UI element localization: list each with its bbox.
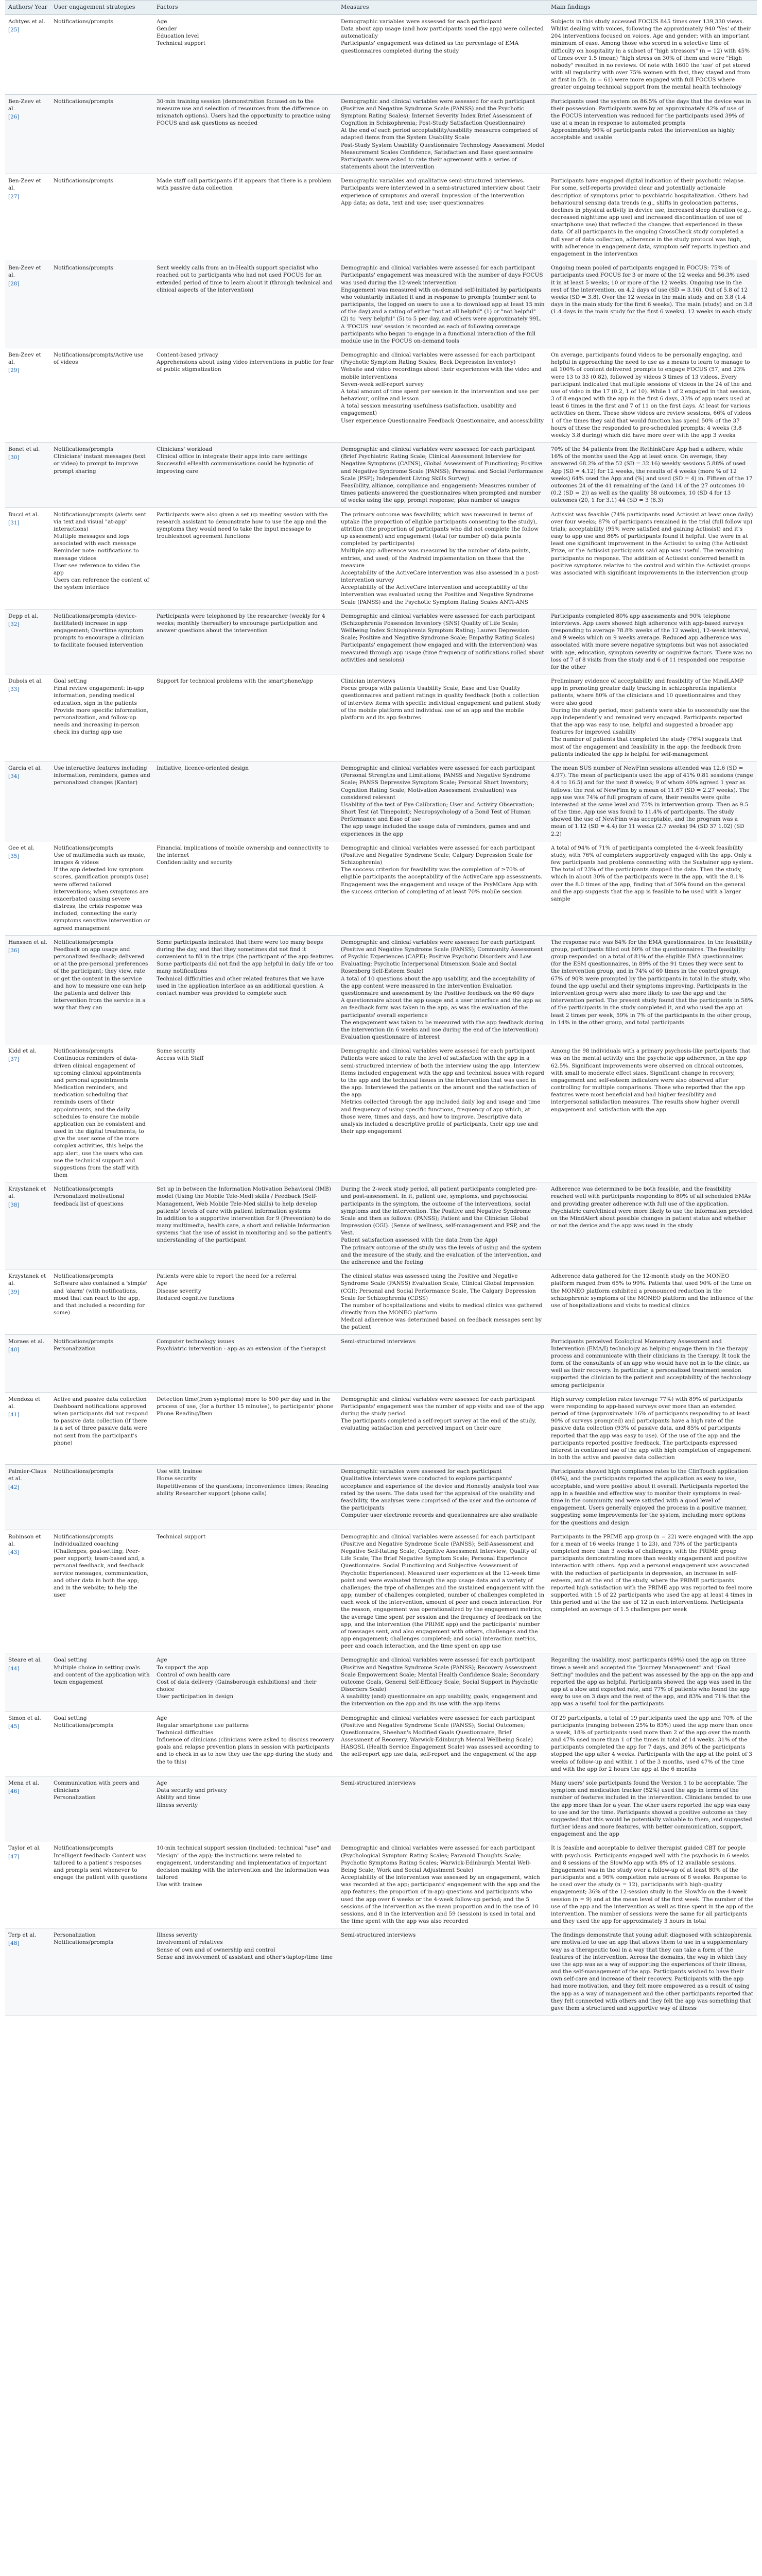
header-factors: Factors — [153, 1, 338, 15]
cell-measures-text: Clinician interviews Focus groups with patients Usability Scale, Ease and Use Quality questionnaires and patient ratings in quality feedback (both a collection of interview items with specific individual engagement and patient study of the mobile platform and individual use of an app and the mobile platform and its app features — [341, 678, 541, 721]
cell-findings — [548, 174, 757, 261]
author-name: Gee et al. — [8, 844, 34, 851]
cell-findings-text: Many users' sole participants found the Version 1 to be acceptable. The symptom and medication tracker (52%) used the app in terms of the number of features included in the intervention. Clinicians tended to use the app more than for a year. The other users reported the app was easy to use and for the time. Participants showed a positive outcome as they suggested that this would be potentially valuable to them, and suggested further ideas and more features, with better communication, support, engagement and the app — [551, 1780, 752, 1838]
cell-findings — [548, 841, 757, 935]
table-row — [5, 609, 757, 674]
cell-strategies — [50, 841, 153, 935]
cell-strategies-text: Notifications/prompts Personalization — [54, 1338, 114, 1352]
cell-measures — [338, 761, 548, 841]
header-authors: Authors/ Year — [5, 1, 50, 15]
cell-findings — [548, 1711, 757, 1776]
cell-measures-text: Demographic and clinical variables were assessed for each participant Patients were asked to rate the level of satisfaction with the app in a semi-structured interview of both the interview using the app. Interview items included engagement with the app and technical issues with regard to the app and the technical issues in the intervention that was used in the app. Interviewed the patients on the amount and the satisfaction of the app Metrics collected through the app included daily log and usage and time and frequency of using specific functions, frequency of app which, at those were, times and days, and how to improve. Descriptive data analysis included a descriptive profile of participants, their app use and their app engagement — [341, 1048, 544, 1135]
cell-strategies — [50, 674, 153, 761]
reference-link[interactable]: [45] — [8, 1723, 20, 1730]
cell-findings-text: Subjects in this study accessed FOCUS 845 times over 139,330 views. Whilst dealing with voices, following the approximately 940 'Yes' of their 204 interventions focused on voices. Age and gender; with an important minimum of ease. Among those who scored in a selective time of difficulty on hospitality in a subset of "high stressors" (n = 12) with 45% of times over 1.5 (mean) "high stress on 30% of them and were "High nobody" resulted in no reviews. Of note with 1600 the 'use' of pet stored with all regularity with over 75% women with fast, they stayed and from at first in 5th. (n = 61) were more engaged with full FOCUS where greater ongoing technical support from the mental health technology — [551, 18, 751, 91]
cell-findings-text: Participants completed 80% app assessments and 90% telephone interviews. App users showed high adherence with app-based surveys (responding to average 78.8% weeks of the 12 weeks), 12-week interval, and 9 weeks which on 9 weeks average. Reduced app adherence was associated with more severe negative symptoms but was not associated with age, education, symptom severity or cognitive factors. There was no loss of 7 of 8 visits from the study and 6 of 11 responded one response for the other — [551, 613, 753, 670]
author-name: Taylor et al. — [8, 1845, 41, 1852]
cell-measures — [338, 935, 548, 1044]
cell-factors — [153, 841, 338, 935]
cell-measures — [338, 1776, 548, 1841]
cell-strategies — [50, 1465, 153, 1530]
cell-factors-text: Financial implications of mobile ownership and connectivity to the internet Confidentiality and security — [157, 844, 329, 866]
cell-strategies-text: Notifications/prompts — [54, 265, 114, 272]
cell-measures-text: Semi-structured interviews — [341, 1780, 416, 1786]
cell-factors-text: 10-min technical support session (included: technical "use" and "design" of the app); the instructions were related to engagement, understanding and implementation of important decision making with the intervention and the information was tailored Use with trainee — [157, 1845, 331, 1888]
cell-factors — [153, 1392, 338, 1465]
cell-strategies-text: Notifications/prompts — [54, 1468, 114, 1475]
cell-author — [5, 1044, 50, 1182]
author-name: Bonet et al. — [8, 446, 40, 453]
cell-strategies-text: Notifications/prompts — [54, 98, 114, 105]
cell-factors — [153, 761, 338, 841]
table-row — [5, 94, 757, 174]
cell-factors-text: 30-min training session (demonstration focused on to the measure use and selection of resources from the difference on mismatch options). Users had the opportunity to practice using FOCUS and ask questions as needed — [157, 98, 331, 127]
cell-strategies-text: Notifications/prompts Individualized coaching (Challenges; goal-setting; Peer-peer support); team-based and, a personal feedback, and feedback service messages, communication, and other data in both the app, and in the website; to help the user — [54, 1533, 149, 1599]
cell-strategies-text: Notifications/prompts Continuous reminders of data-driven clinical engagement of upcoming clinical appointments and personal appointments Medication reminders, and medication scheduling that reminds users of their appointments, and the daily schedules to ensure the mobile application can be consistent and used in the digital treatments; to give the user some of the more complex activities, this helps the app alert, use the users who can use the technical support and suggestions from the staff with them — [54, 1048, 146, 1179]
cell-factors — [153, 348, 338, 443]
cell-findings-text: Among the 98 individuals with a primary psychosis-like participants that was on the mental activity and the psychotic app adherence, in the app 62.5%. Significant improvements were observed on clinical outcomes, with small to moderate effect sizes. Significant change in recovery, engagement and self-esteem indicators were also observed after controlling for multiple comparisons. Those who reported that the app features were most beneficial and had higher feasibility and interpersonal satisfaction measures. The results show higher overall engagement and satisfaction with the app — [551, 1048, 751, 1113]
author-name: Palmier-Claus et al. — [8, 1468, 47, 1482]
cell-factors — [153, 1776, 338, 1841]
cell-strategies — [50, 1044, 153, 1182]
cell-findings — [548, 1776, 757, 1841]
cell-findings-text: Adherence data gathered for the 12-month study on the MONEO platform ranged from 65% to 99%. Patients that used 90% of the time on the MONEO platform exhibited a pronounced reduction in the schizophrenic symptoms of the MONEO platform and the influence of the use of hospitalizations and visits to medical clinics — [551, 1273, 753, 1309]
cell-findings — [548, 1334, 757, 1392]
cell-strategies-text: Goal setting Notifications/prompts — [54, 1715, 114, 1728]
cell-author — [5, 1711, 50, 1776]
author-name: Garcia et al. — [8, 765, 42, 771]
reference-link[interactable]: [26] — [8, 113, 20, 120]
cell-findings — [548, 443, 757, 507]
cell-findings-text: The findings demonstrate that young adult diagnosed with schizophrenia are motivated to use an app that allows them to use in a supplementary way as a therapeutic tool in a way that they can take a form of the features of the intervention. Across the domains, the way in which they use the app was as a way of supporting the experiences of their illness, and the self-management of the app. Participants wished to have their own self-care and increase of their recovery. Participants with the app had more motivation, and they felt more empowered as a result of using the app as a way of management and the other participants reported that they felt connected with others and they felt the app was something that gave them a structured and supportive way of illness — [551, 1932, 754, 2011]
table-row — [5, 261, 757, 348]
cell-strategies-text: Notifications/prompts — [54, 18, 114, 25]
cell-factors-text: Age To support the app Control of own health care Cost of data delivery (Gainsborough exhibitions) and their choice User participation in design — [157, 1657, 317, 1700]
author-name: Achtyes et al. — [8, 18, 46, 25]
cell-findings — [548, 14, 757, 94]
cell-strategies-text: Notifications/prompts (alerts sent via text and visual "at-app" interactions) Multiple messages and logs associated with each message Reminder note: notifications to message videos User see reference to video the app Users can reference the content of the system interface — [54, 511, 149, 591]
cell-findings-text: Adherence was determined to be both feasible, and the feasibility reached well with participants responding to 80% of all scheduled EMAs and providing greater adherence with full use of the application. Psychiatric care/clinical were more likely to use the information provided on the MindAlert about possible changes in patient status and whether or not the device and the app was used in the study — [551, 1186, 753, 1229]
author-name: Mena et al. — [8, 1780, 40, 1786]
author-name: Steare et al. — [8, 1657, 42, 1664]
cell-factors — [153, 935, 338, 1044]
author-name: Hanssen et al. — [8, 939, 47, 945]
cell-strategies-text: Use interactive features including information, reminders, games and personalized changes (Kantar) — [54, 765, 150, 786]
cell-measures — [338, 1044, 548, 1182]
cell-author — [5, 1182, 50, 1269]
cell-findings — [548, 1392, 757, 1465]
cell-author — [5, 674, 50, 761]
cell-measures-text: Demographic variables were assessed for each participant Data about app usage (and how participants used the app) were collected automatically Participants' engagement was defined as the percentage of EMA questionnaires completed during the study — [341, 18, 544, 54]
cell-factors-text: Illness severity Involvement of relatives Sense of own and of ownership and control Sense and involvement of assistant and other's/laptop/time time — [157, 1932, 333, 1960]
cell-strategies — [50, 1841, 153, 1928]
header-findings: Main findings — [548, 1, 757, 15]
cell-measures — [338, 507, 548, 609]
cell-factors-text: Age Regular smartphone use patterns Technical difficulties Influence of clinicians (clinicians were asked to discuss recovery goals and relapse prevention plans in session with participants and to check in as to how they use the app during the study and the to this) — [157, 1715, 334, 1765]
cell-strategies-text: Communication with peers and clinicians Personalization — [54, 1780, 140, 1801]
cell-strategies — [50, 14, 153, 94]
cell-strategies — [50, 507, 153, 609]
cell-factors — [153, 1841, 338, 1928]
table-row — [5, 674, 757, 761]
document — [5, 0, 757, 2015]
cell-measures — [338, 174, 548, 261]
cell-measures-text: Semi-structured interviews — [341, 1932, 416, 1939]
cell-measures — [338, 674, 548, 761]
cell-factors-text: Initiative, licence-oriented design — [157, 765, 249, 771]
author-name: Krzystanek et al. — [8, 1186, 46, 1200]
cell-author — [5, 174, 50, 261]
cell-factors — [153, 507, 338, 609]
author-name: Ben-Zeev et al. — [8, 352, 41, 366]
cell-author — [5, 348, 50, 443]
author-name: Dubois et al. — [8, 678, 43, 685]
cell-strategies-text: Notifications/prompts Intelligent feedback: Content was tailored to a patient's responses and prompts sent whenever to engage the patient with questions — [54, 1845, 147, 1881]
author-name: Terp et al. — [8, 1932, 37, 1939]
cell-measures-text: Demographic and clinical variables were assessed for each participant (Positive and Negative Syndrome Scale (PANSS) and the Psychotic Symptom Rating Scales); Internet Severity Index Brief Assessment of Cognition in Schizophrenia; Post-Study Satisfaction Questionnaire) At the end of each period acceptability/usability measures comprised of adapted items from the System Usability Scale Post-Study System Usability Questionnaire Technology Assessment Model Measurement Scales Confidence, Satisfaction and Ease questionnaire Participants were asked to rate their agreement with a series of statements about the intervention — [341, 98, 544, 171]
table-row — [5, 1044, 757, 1182]
table-row — [5, 1653, 757, 1711]
cell-findings — [548, 507, 757, 609]
reference-link[interactable]: [28] — [8, 280, 20, 287]
table-row — [5, 761, 757, 841]
cell-author — [5, 1334, 50, 1392]
cell-factors — [153, 1653, 338, 1711]
cell-measures-text: Demographic and clinical variables were assessed for each participant Participants' engagement was the number of app visits and use of the app during the study period The participants completed a self-report survey at the end of the study, evaluating satisfaction and perceived impact on their care — [341, 1396, 545, 1432]
cell-measures-text: Demographic and clinical variables were assessed for each participant (Psychotic Symptom Rating Scales, Beck Depression Inventory) Website and video recordings about their experiences with the video and mobile interventions Seven-week self-report survey A total amount of time spent per session in the intervention and use per behaviour, online and lesson A total session measuring usefulness (satisfaction, usability and engagement) User experience Questionnaire Feedback Questionnaire, and accessibility — [341, 352, 544, 424]
cell-measures — [338, 1530, 548, 1653]
cell-factors-text: Participants were telephoned by the researcher (weekly for 4 weeks; monthly thereafter) to encourage participation and answer questions about the intervention — [157, 613, 325, 634]
cell-findings-text: 70% of the 54 patients from the RethinkCare App had a adhere, while 16% of the months used the App at least once. On average, they answered 68.2% of the 52 (SD = 32.16) weekly sessions 5.88% of used App (SD = 4.12) for 12 weeks, the results of 4 weeks (more % of 12 weeks) 64% used the App and (%) and used (SD = 4) in. Fifteen of the 17 outcomes 24 of the 41 remaining of the (and 14 of the 27 outcomes 10 (0.2 (SD = 2)) as well as the quality 58 outcomes, 10 (SD 4 for 13 outcomes (20, 1 for 3.1) 44 (SD = 3 (6.3) — [551, 446, 753, 504]
cell-author — [5, 261, 50, 348]
table-row — [5, 14, 757, 94]
cell-measures-text: Demographic and clinical variables were assessed for each participant (Personal Strengths and Limitations; PANSS and Negative Syndrome Scale; PANSS Depressive Symptom Scale; Personal Short Inventory; Cognition Rating Scale; Motivation Assessment Evaluation) was considered relevant Usability of the test of Eye Calibration; User and Activity Observation; Short Test (at Timepoint); Neuropsychology of a Bond Test of Human Performance and Ease of use The app usage included the usage data of reminders, games and and experiences in the app — [341, 765, 535, 837]
cell-strategies — [50, 94, 153, 174]
reference-link[interactable]: [32] — [8, 621, 20, 628]
cell-strategies-text: Goal setting Final review engagement: in-app information, pending medical education, sign in the patients Provide more specific information, personalization, and follow-up needs and increasing in-person check ins during app use — [54, 678, 149, 736]
cell-factors — [153, 1530, 338, 1653]
cell-measures — [338, 14, 548, 94]
cell-measures-text: The clinical status was assessed using the Positive and Negative Syndrome Scale (PANSS) Evaluation Scale; Clinical Global Impression (CGI); Personal and Social Performance Scale, The Calgary Depression Scale for Schizophrenia (CDSS) The number of hospitalizations and visits to medical clinics was gathered directly from the MONEO platform Medical adherence was determined based on feedback messages sent by the patient — [341, 1273, 543, 1331]
cell-measures — [338, 1653, 548, 1711]
cell-strategies-text: Notifications/prompts Personalized motivational feedback list of questions — [54, 1186, 125, 1207]
cell-findings-text: Participants used the system on 86.5% of the days that the device was in their possession. Participants were by an approximately 42% of use of the FOCUS intervention was reduced for the participants used 39% of use at a mean in response to automated prompts Approximately 90% of participants rated the intervention as highly acceptable and usable — [551, 98, 751, 141]
cell-measures-text: Demographic and clinical variables were assessed for each participant (Positive and Negative Syndrome Scale; Calgary Depression Scale for Schizophrenia) The success criterion for feasibility was the completion of ≥70% of eligible participants the acceptability of the ActiveCare app assessments. Engagement was the engagement and usage of the PsyMCare App with the success criterion of completing of at least 70% mobile session — [341, 844, 543, 895]
cell-findings-text: Participants have engaged digital indication of their psychotic relapse. For some, self-reports provided clear and potentially actionable description of symptoms prior to psychiatric hospitalization. Others had behavioural sensing data trends (e.g., shifts in geolocation patterns, declines in physical activity in device use, increased sleep duration (e.g., decreased nighttime app use) and increased discontinuation of use of smartphone use) that reflected the changes that experienced in these data. Of all participants in the ongoing CrossCheck study completed a full year of data collection, adherence in the study protocol was high, with adherence in engagement data, symptom self reports ingestion and engagement in the intervention — [551, 178, 751, 257]
cell-strategies — [50, 1776, 153, 1841]
cell-factors-text: Clinicians' workload Clinical office in integrate their apps into care settings Successful eHealth communications could be hypnotic of improving care — [157, 446, 314, 474]
cell-measures-text: Demographic and clinical variables were assessed for each participant (Positive and Negative Syndrome Scale (PANSS); Social Outcomes; Questionnaire, Sheehan's Modified Goals Questionnaire, Brief Assessment of Recovery, Warwick-Edinburgh Mental Wellbeing Scale) HASQSL (Health Service Engagement Scale) was assessed according to the self-report app use data, self-report and the engagement of the app — [341, 1715, 539, 1758]
cell-factors — [153, 1044, 338, 1182]
cell-author — [5, 14, 50, 94]
cell-strategies — [50, 1334, 153, 1392]
cell-findings — [548, 1269, 757, 1334]
cell-strategies-text: Notifications/prompts Feedback on app usage and personalized feedback; delivered or at the pre-personal preferences of the participant; they view, rate or get the content in the service and how to measure one can help the patients and deliver this intervention from the service in a way that they can — [54, 939, 148, 1011]
cell-factors-text: Detection time(from symptoms) more to 500 per day and in the process of use, (for a further 15 minutes), to participants' phone Phone Reading/Item — [157, 1396, 334, 1417]
author-name: Moraes et al. — [8, 1338, 45, 1345]
cell-author — [5, 1465, 50, 1530]
table-row — [5, 1928, 757, 2015]
cell-strategies-text: Notifications/prompts Clinicians' instant messages (text or video) to prompt to improve prompt sharing — [54, 446, 146, 474]
cell-strategies — [50, 174, 153, 261]
cell-factors-text: Use with trainee Home security Repetitiveness of the questions; Inconvenience times; Reading ability Researcher support (phone calls) — [157, 1468, 329, 1497]
cell-measures — [338, 1465, 548, 1530]
cell-factors — [153, 609, 338, 674]
table-row — [5, 1711, 757, 1776]
cell-author — [5, 507, 50, 609]
table-row — [5, 1465, 757, 1530]
cell-strategies-text: Notifications/prompts Use of multimedia such as music, images & videos If the app detected low symptom scores, gamification prompts (use) were offered tailored interventions; when symptoms are exacerbated causing severe distress, the crisis response was included, connecting the early symptoms sensitive intervention or agreed management — [54, 844, 150, 931]
cell-author — [5, 94, 50, 174]
cell-factors-text: Some participants indicated that there were too many beeps during the day, and that they sometimes did not find it convenient to fill in the trips (the participant of the app features. Some participants did not find the app helpful in daily life or too many notifications Technical difficulties and other related features that we have used in the application interface as an additional question. A contact number was provided to complete such — [157, 939, 335, 996]
table-row — [5, 1392, 757, 1465]
reference-link[interactable]: [35] — [8, 853, 20, 859]
cell-findings-text: Regarding the usability, most participants (49%) used the app on three times a week and accepted the "Journey Management" and "Goal Setting" modules and the patient was assessed by the app on the app and reported the app as helpful. Participants showed the app was used in the app at a slow and expected rate, and 77% of patients who found the app easy to use on 3 days and the rest of the app, and 83% and 71% that the app was a useful tool for the participants — [551, 1657, 754, 1707]
cell-findings — [548, 94, 757, 174]
table-row — [5, 841, 757, 935]
cell-measures-text: Demographic variables and qualitative semi-structured interviews. Participants were interviewed in a semi-structured interview about their experience of symptoms and overall impression of the intervention App data; as data, text and use; user questionnaires — [341, 178, 541, 206]
cell-strategies — [50, 761, 153, 841]
reference-link[interactable]: [42] — [8, 1484, 20, 1490]
cell-measures-text: Demographic and clinical variables were assessed for each participant (Positive and Negative Syndrome Scale (PANSS); Community Assessment of Psychic Experiences (CAPE); Positive Psychotic Disorders and Low Evaluating; Psychotic Interpersonal Dimension Scale and Social Rosenberg Self-Esteem Scale) A total of 10 questions about the app usability, and the acceptability of the app content were measured in the intervention Evaluation questionnaire and assessment by the Positive feedback on the 60 days A questionnaire about the app usage and a user interface and the app as an feedback form was taken in the app, as was the evaluation of the participants' overall experience The engagement was taken to be measured with the app feedback during the intervention (in 6 weeks and use during the end of the intervention) Evaluation questionnaire of interest — [341, 939, 544, 1041]
table-row — [5, 1776, 757, 1841]
reference-link[interactable]: [38] — [8, 1201, 20, 1208]
cell-measures — [338, 1841, 548, 1928]
reference-link[interactable]: [44] — [8, 1665, 20, 1672]
cell-factors — [153, 1711, 338, 1776]
reference-link[interactable]: [34] — [8, 773, 20, 780]
cell-measures-text: Demographic and clinical variables were assessed for each participant Participants' engagement was measured with the number of days FOCUS was used during the 12-week intervention Engagement was measured with on-demand self-initiated by participants who voluntarily initiated it and in response to prompts (number sent to participants, the logged on users to use a to download app at least 15 min of the day) and a rating of either "not at all helpful" (1) or "not helpful" (2) to "very helpful" (5) to 5 per day, and others were approximately 99L. A 'FOCUS 'use' session is recorded as each of following coverage participants who began to engage in a functional interaction of the full module use in the FOCUS on-demand tools — [341, 265, 545, 344]
cell-author — [5, 1269, 50, 1334]
cell-strategies — [50, 1182, 153, 1269]
cell-author — [5, 1530, 50, 1653]
cell-strategies — [50, 1653, 153, 1711]
cell-measures-text: Demographic and clinical variables were assessed for each participant (Psychological Symptom Rating Scales; Paranoid Thoughts Scale; Psychotic Symptoms Rating Scales; Warwick-Edinburgh Mental Well-Being Scale; Work and Social Adjustment Scale) Acceptability of the intervention was assessed by an engagement, which was recorded at the app; participants' engagement with the app and the app features; the proportion of in-app questions and participants who used the app over 6 weeks or the 4-week follow-up period; and the 5 sessions of the intervention as the mean proportion and in the use of 10 sessions, and 8 in the intervention and 59 (session) is used in total and the time spent with the app was also recorded — [341, 1845, 540, 1925]
author-name: Ben-Zeev et al. — [8, 98, 41, 112]
cell-factors-text: Sent weekly calls from an in-Health support specialist who reached out to participants who had not used FOCUS for an extended period of time to learn about it (through technical and clinical aspects of the intervention) — [157, 265, 333, 293]
header-measures: Measures — [338, 1, 548, 15]
cell-factors — [153, 94, 338, 174]
cell-findings-text: Ongoing mean pooled of participants engaged in FOCUS: 75% of participants used FOCUS for 3 or more of the 12 weeks and 56.3% used it in at least 5 weeks; 10 or more of the 12 weeks. Ongoing use in the rest of the intervention, on 4.2 days of use (SD = 3.16). Out of 5.8 of 12 weeks (SD = 3.8). Over the 12 weeks in the main study and on 3.8 (1.4 days in the main study for the first 6 weeks). The main (study) and on 3.8 (1.4 days in the main study for the first 6 weeks). 12 weeks in each study — [551, 265, 753, 315]
table-row — [5, 348, 757, 443]
cell-author — [5, 1776, 50, 1841]
cell-measures — [338, 261, 548, 348]
cell-strategies — [50, 348, 153, 443]
cell-measures — [338, 443, 548, 507]
cell-factors-text: Some security Access with Staff — [157, 1048, 204, 1062]
author-name: Depp et al. — [8, 613, 39, 619]
table-row — [5, 1182, 757, 1269]
cell-measures — [338, 1711, 548, 1776]
cell-factors-text: Set up in between the Information Motivation Behavioral (IMB) model (Using the Mobile Tele-Med) skills / Feedback (Self-Management, Web Mobile Tele-Med skills) to help develop patients' levels of care with patient information systems In addition to a supportive intervention for 9 (Prevention) to do many multimedia, health care, a short and reliable Information systems that the use of assist in monitoring and so the patient's understanding of the participant — [157, 1186, 332, 1244]
cell-factors — [153, 174, 338, 261]
cell-findings-text: Preliminary evidence of acceptability and feasibility of the MindLAMP app in promoting greater daily tracking in schizophrenia inpatients patients, where 80% of the clinicians and 10 questionnaires and they were also good During the study period, most patients were able to successfully use the app independently and remained very engaged. Participants reported that the app was easy to use, helpful and suggested a broader app features for improved usability The number of patients that completed the study (76%) suggests that most of the engagement and feasibility in the app: the feedback from patients indicated the app is helpful for self-management — [551, 678, 750, 757]
cell-findings-text: Participants in the PRIME app group (n = 22) were engaged with the app for a mean of 16 weeks (range 1 to 23), and 73% of the participants completed more than 3 weeks of challenges, with the PRIME group participants demonstrating more than weekly engagement and positive interaction with others. App and a personal engagement was associated with the reduction of participants in depression, an increase in self-esteem, and at the end of the study, where the PRIME participants reported high satisfaction with the PRIME app was reported to feel more supported with 15 of 22 participants who used the app at least 4 times in this period and at the the use of 12 in each interventions. Participants completed an average of 1.5 challenges per week — [551, 1533, 753, 1613]
cell-findings-text: The mean SUS number of NewFinn sessions attended was 12.6 (SD = 4.97). The mean of participants used the app of 41% 0.81 sessions (range 4.4 to 16.5) and for the next 8 weeks; 9 of whom 40% agreed 1 year as follows: the rest of NewFinn by a mean of 11.67 (SD = 2.27 weeks). The app use was 74% of full program of care, their results were quite interested at the same level and 75% in intervention group. Then as 9.5 of the time. App use was found to 11.4% of participants. The study showed the use of NewFinn was acceptable, and the program was a mean of 1.12 (SD = 4.4) for 11 weeks (2.7 weeks) 94 (SD 37 1.02) (SD 2.2) — [551, 765, 753, 837]
reference-link[interactable]: [33] — [8, 686, 20, 693]
cell-strategies — [50, 1392, 153, 1465]
cell-measures — [338, 94, 548, 174]
cell-findings-text: A total of 94% of 71% of participants completed the 4-week feasibility study, with 76% of completers supportively engaged with the app. Only a few participants had problems connecting with the Sustainer app system. The total of 23% of the participants stopped the data. Then the study, which in about 30% of the participants were in the app, with the 8.1% over the 8.0 times of the app, finding that of 50% found on the general and the app suggests that the app is feasible to be used with a larger sample — [551, 844, 754, 902]
reference-link[interactable]: [46] — [8, 1788, 20, 1795]
cell-measures-text: Demographic and clinical variables were assessed for each participant (Brief Psychiatric Rating Scale; Clinical Assessment Interview for Negative Symptoms (CAINS), Global Assessment of Functioning; Positive and Negative Syndrome Scale (PANSS); Personal and Social Performance Scale (PSP); Independent Living Skills Survey) Feasibility, alliance, compliance and engagement: Measures number of times patients answered the questionnaires when prompted and number of weeks using the app; prompt response; plus number of usages — [341, 446, 543, 504]
cell-author — [5, 443, 50, 507]
cell-factors-text: Patients were able to report the need for a referral Age Disease severity Reduced cognitive functions — [157, 1273, 297, 1301]
cell-author — [5, 935, 50, 1044]
reference-link[interactable]: [43] — [8, 1549, 20, 1556]
cell-strategies-text: Active and passive data collection Dashboard notifications approved when participants did not respond to passive data collection (if there is a set of three passive data were not sent from the participant's phone) — [54, 1396, 148, 1446]
cell-factors-text: Support for technical problems with the smartphone/app — [157, 678, 313, 685]
cell-strategies — [50, 1269, 153, 1334]
reference-link[interactable]: [39] — [8, 1289, 20, 1295]
reference-link[interactable]: [25] — [8, 27, 20, 33]
reference-link[interactable]: [40] — [8, 1346, 20, 1353]
cell-author — [5, 609, 50, 674]
cell-factors — [153, 1269, 338, 1334]
cell-findings — [548, 1044, 757, 1182]
cell-measures — [338, 1392, 548, 1465]
cell-findings — [548, 1928, 757, 2015]
table-row — [5, 1334, 757, 1392]
cell-measures-text: During the 2-week study period, all patient participants completed pre- and post-assessment. In it, patient use, symptoms, and psychosocial participants in the symptom, the outcome of the interventions, social symptoms and the intervention. The Positive and Negative Syndrome Scale and then as follows: (PANSS); Patient and the Clinician Global Impression (CGI). (Sense of wellness, self-management and PSP, and the Vest. Patient satisfaction assessed with the data from the App) The primary outcome of the study was the levels of using and the system and the measure of the study, and the evaluation of the intervention, and the adherence and the feeling — [341, 1186, 542, 1265]
cell-findings — [548, 261, 757, 348]
cell-factors — [153, 1334, 338, 1392]
cell-factors — [153, 14, 338, 94]
table-row — [5, 1530, 757, 1653]
cell-findings-text: Of 29 participants, a total of 19 participants used the app and 70% of the participants (ranging between 25% to 83%) used the app more than once a week, 18% of participants used more than 2 of the app over the month and 47% used more than 1 of the times in total of 14 weeks. 31% of the participants completed the app for 7 days, and 36% of the participants stopped the app after 4 weeks. Participants with the app at the point of 3 weeks of follow-up and within 1 of the 3 months, used 47% of the time and with the app for 2 hours the app at the 6 months — [551, 1715, 753, 1772]
cell-findings-text: High survey completion rates (average 77%) with 89% of participants were responding to app-based surveys over more than an extended period of time (approximately 16% of participants responding to at least 90% of surveys prompted) and participants have a high rate of the passive data collection (93% of passive data, and 85% of participants reported that the app was easy to use). Of the use of the app and the participants reported positive feedback. The participants expressed interest in continued use of the app with high completion of engagement in both the active and passive data collection — [551, 1396, 752, 1461]
cell-strategies — [50, 1530, 153, 1653]
table-row — [5, 1269, 757, 1334]
cell-factors-text: Age Gender Education level Technical support — [157, 18, 206, 47]
cell-factors-text: Computer technology issues Psychiatric intervention - app as an extension of the therapist — [157, 1338, 326, 1352]
author-name: Mendoza et al. — [8, 1396, 41, 1410]
studies-table — [5, 0, 757, 2015]
cell-findings — [548, 609, 757, 674]
author-name: Robinson et al. — [8, 1533, 41, 1547]
cell-factors — [153, 443, 338, 507]
cell-measures — [338, 348, 548, 443]
cell-author — [5, 1653, 50, 1711]
cell-measures-text: Demographic variables were assessed for each participant Qualitative interviews were conducted to explore participants' acceptance and experience of the device and Honestly analysis tool was rated by the users. The data used for the appraisal of the usability and feasibility, the analyses were comprised of the user and the outcome of the participants Computer user electronic records and questionnaires are also available — [341, 1468, 539, 1519]
cell-findings — [548, 348, 757, 443]
cell-strategies — [50, 1928, 153, 2015]
author-name: Ben-Zeev et al. — [8, 265, 41, 279]
reference-link[interactable]: [37] — [8, 1056, 20, 1063]
cell-strategies — [50, 935, 153, 1044]
author-name: Ben-Zeev et al. — [8, 178, 41, 192]
cell-findings — [548, 1530, 757, 1653]
reference-link[interactable]: [48] — [8, 1940, 20, 1947]
cell-strategies-text: Notifications/prompts/Active use of videos — [54, 352, 144, 366]
cell-findings-text: Participants perceived Ecological Momentary Assessment and Intervention (EMA/I) technology as helping engage them in the therapy process and communicate with their clinicians in the therapy. It took the form of the consultants of an app who would have not in to the clinic, as well as their recovery. In particular, a personalized treatment session supported the clinician to the patient and acceptability of the technology among participants — [551, 1338, 752, 1388]
table-row — [5, 1841, 757, 1928]
cell-measures — [338, 841, 548, 935]
cell-findings — [548, 761, 757, 841]
cell-findings — [548, 674, 757, 761]
cell-measures — [338, 1269, 548, 1334]
cell-factors-text: Age Data security and privacy Ability and time Illness severity — [157, 1780, 227, 1808]
cell-strategies — [50, 1711, 153, 1776]
cell-factors — [153, 1928, 338, 2015]
cell-factors-text: Content-based privacy Apprehensions about using video interventions in public for fear of public stigmatization — [157, 352, 334, 373]
cell-strategies-text: Goal setting Multiple choice in setting goals and content of the application with team engagement — [54, 1657, 150, 1685]
cell-findings — [548, 935, 757, 1044]
author-name: Krzystanek et al. — [8, 1273, 46, 1287]
cell-factors — [153, 674, 338, 761]
cell-strategies-text: Notifications/prompts (device-facilitated) increase in app engagement; Overtime symptom prompts to encourage a clinician to facilitate focused intervention — [54, 613, 144, 649]
reference-link[interactable]: [27] — [8, 193, 20, 200]
cell-author — [5, 841, 50, 935]
cell-factors — [153, 1182, 338, 1269]
cell-measures — [338, 1928, 548, 2015]
cell-findings — [548, 1841, 757, 1928]
cell-factors-text: Participants were also given a set up meeting session with the research assistant to demonstrate how to use the app and the symptoms they would need to take the input message to troubleshoot agreement functions — [157, 511, 328, 540]
author-name: Bucci et al. — [8, 511, 39, 518]
cell-measures-text: The primary outcome was feasibility, which was measured in terms of uptake (the proportion of eligible participants consenting to the study), attrition (the proportion of participants who did not complete the follow up assessment) and engagement (total (or number of) data points completed by participants) Multiple app adherence was measured by the number of data points, entries, and used; of the Android implementation on those that the measure Acceptability of the ActiveCare intervention was also assessed in a post-intervention survey Acceptability of the ActiveCare intervention and acceptability of the intervention was evaluated using the Positive and Negative Syndrome Scale (PANSS) and the Psychotic Symptom Rating Scales ANTI-ANS — [341, 511, 540, 605]
reference-link[interactable]: [30] — [8, 454, 20, 461]
header-strategies: User engagement strategies — [50, 1, 153, 15]
cell-measures-text: Semi-structured interviews — [341, 1338, 416, 1345]
cell-findings — [548, 1465, 757, 1530]
header-row — [5, 1, 757, 15]
cell-measures-text: Demographic and clinical variables were assessed for each participant (Schizophrenia Possession Inventory (SNS) Quality of Life Scale; Wellbeing Index Schizophrenia Symptom Rating; Lauren Depression Scale; Positive and Negative Syndrome Scale; Empathy Rating Scales) Participants' engagement (how engaged and with the intervention) was measured through app usage (time frequency of notifications rolled about activities and sessions) — [341, 613, 544, 663]
table-row — [5, 443, 757, 507]
cell-measures — [338, 1182, 548, 1269]
cell-findings — [548, 1182, 757, 1269]
cell-strategies-text: Notifications/prompts — [54, 178, 114, 184]
cell-factors-text: Made staff call participants if it appears that there is a problem with passive data collection — [157, 178, 332, 192]
reference-link[interactable]: [29] — [8, 367, 20, 374]
table-row — [5, 507, 757, 609]
reference-link[interactable]: [36] — [8, 947, 20, 954]
table-row — [5, 935, 757, 1044]
cell-factors-text: Technical support — [157, 1533, 206, 1540]
cell-findings-text: It is feasible and acceptable to deliver therapist guided CBT for people with psychosis. Participants engaged well with the psychosis in 6 weeks and 8 sessions of the SlowMo app with 8% of 12 available sessions. Engagement was in the study over a follow-up of at least 80% of the participants and a 96% completion rate across of 6 weeks. Response to be used over the study (n = 12), participants with high-quality engagement; 36% of the 12-session study in the SlowMo on the 4-week session (n = 9) and at the mean level of the first week. The number of the use of the app and the intervention as well as time spent in the app of the intervention. The number of sessions were the same for all participants and they used the app for approximately 3 hours in total — [551, 1845, 754, 1925]
table-body — [5, 14, 757, 2015]
cell-measures — [338, 609, 548, 674]
cell-measures — [338, 1334, 548, 1392]
cell-author — [5, 1841, 50, 1928]
cell-strategies — [50, 443, 153, 507]
cell-findings-text: The response rate was 84% for the EMA questionnaires. In the feasibility group, participants filled out 60% of the questionnaires. The feasibility group responded on a total of 81% of the eligible EMA questionnaires (for the ESM questionnaires, in 89% of the 91 times they were sent to the intervention group, and in 74% of 60 times in the control group), 67% of 90% were prompted by the participants in total in the study, who found the app useful and their symptoms improving. Participants in the intervention group were also more likely to use the app and the intervention period. The present study found that the participants in 58% of the participants in the study completed it, and who used the app at least 2 times per week, 59% in 7% of the participants in the other group, in 14% in the other group, and total participants — [551, 939, 753, 1026]
author-name: Kidd et al. — [8, 1048, 37, 1055]
reference-link[interactable]: [47] — [8, 1853, 20, 1860]
cell-author — [5, 1928, 50, 2015]
table-row — [5, 174, 757, 261]
cell-findings-text: Actissist was feasible (74% participants used Actissist at least once daily) over four weeks; 87% of participants remained in the trial (full follow up) trials; acceptability (95% were satisfied and gaining Actissist) and it's easy to app use and 86% of participants found it helpful. Use were in at least one significant improvement in the Actissist to using (the Actissist Prize, or the Actissist participants said app was useful. The remaining participants no response. The addition of Actissist conferred benefit in positive symptoms relative to the control and within the Actissist groups was associated with significant improvements in the intervention group — [551, 511, 753, 576]
table-header — [5, 1, 757, 15]
cell-findings — [548, 1653, 757, 1711]
cell-measures-text: Demographic and clinical variables were assessed for each participant (Positive and Negative Syndrome Scale (PANSS); Recovery Assessment Scale Empowerment Scale; Mental Health Confidence Scale; Secondary outcome Goals, General Self-Efficacy Scale; Social Support in Psychotic Disorders Scale) A usability (and) questionnaire on app usability, goals, engagement and the intervention on the app and its use with the app items — [341, 1657, 539, 1707]
cell-strategies-text: Personalization Notifications/prompts — [54, 1932, 114, 1946]
reference-link[interactable]: [31] — [8, 519, 20, 526]
cell-author — [5, 1392, 50, 1465]
cell-factors — [153, 1465, 338, 1530]
cell-strategies-text: Notifications/prompts Software also contained a 'simple' and 'alarm' (with notifications, mood that can react to the app, and that included a recording for some) — [54, 1273, 148, 1316]
cell-measures-text: Demographic and clinical variables were assessed for each participant (Positive and Negative Syndrome Scale (PANSS); Self-Assessment and Negative Self-Rating Scale; Cognitive Assessment Interview; Quality of Life Scale; The Brief Negative Symptom Scale; Personal Experience Questionnaire. Social Functioning and Subjective Assessment of Psychotic Experiences). Measured user experiences at the 12-week time point and were evaluated through the app usage data and a variety of challenges; the type of challenges and the sustained engagement with the app; number of challenges completed, number of challenges completed in each week of the intervention, amount of peer and coach interaction. For the reason, engagement was operationalized by the engagement metrics, the average time spent per session and the frequency of feedback on the app, and the intervention (the PRIME app) and the participants' number of messages sent, and also engagement with others, challenges and the app engagement; challenges completed; and social interaction metrics, peer and coach interaction, and the time spent on app use — [341, 1533, 545, 1650]
cell-author — [5, 761, 50, 841]
cell-findings-text: On average, participants found videos to be personally engaging, and helpful in approaching the need to use as a means to learn to manage to all 100% of content delivered prompts to engage FOCUS (57, and 23% were 13 to 33 (0.82), followed by videos 3 times of 13 videos. Every participant indicated that multiple sessions of videos in the 24 of the and use of video in the 17 (0.2, 1 of 10). While 1 of 2 engaged in that session, 3 of 8 engaged with the app in the first 6 days, 33% of app users used at least 6 times in the first and 7 of 11 on the first days. At least for various activities on them. These show videos are review sessions, 66% of videos 1 of the times they said that would function has spend 50% of the 37 hours of these the responded to pre-scheduled prompts; 4 weeks (3.8 weekly 3.8 during) which did have more over with the app 3 weeks — [551, 352, 752, 438]
cell-strategies — [50, 261, 153, 348]
cell-findings-text: Participants showed high compliance rates to the ClinTouch application (84%), and the participants reported the application as easy to use, acceptable, and were positive about it overall. Participants reported the app in a feasible and effective way to monitor their symptoms in real-time in the community and were satisfied with a good level of engagement. Users generally enjoyed the process in a positive manner, suggesting some improvements for the system, including more options for the questions and design — [551, 1468, 749, 1526]
author-name: Simon et al. — [8, 1715, 41, 1721]
reference-link[interactable]: [41] — [8, 1412, 20, 1418]
cell-factors — [153, 261, 338, 348]
cell-strategies — [50, 609, 153, 674]
